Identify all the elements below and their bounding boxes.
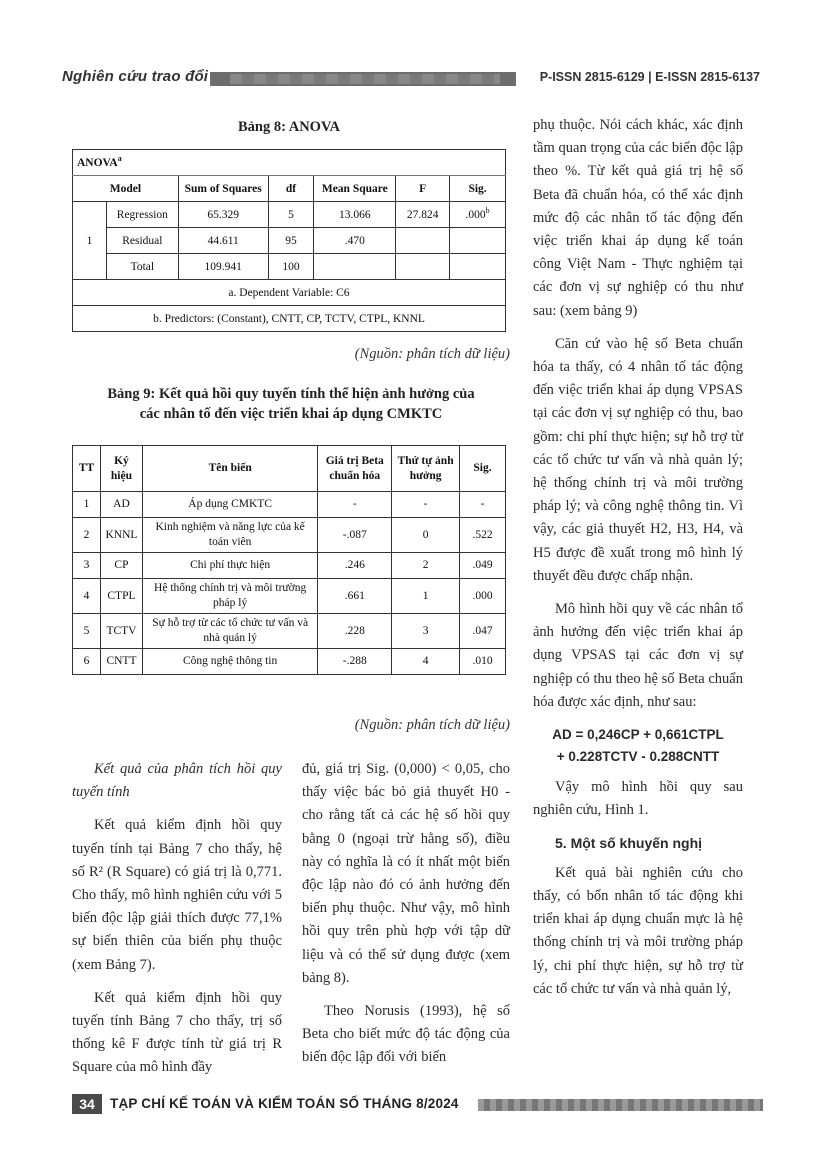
- reg-cell: -: [392, 492, 460, 518]
- reg-cell: CP: [100, 553, 142, 579]
- reg-header-sig: Sig.: [460, 446, 506, 492]
- reg-cell: .228: [318, 614, 392, 649]
- paragraph: Kết quả bài nghiên cứu cho thấy, có bốn nhân tố tác động khi triển khai áp dụng chuẩn mực là hệ thống chính trị và môi trường pháp lý, chi phí thực hiện, sự hỗ trợ từ các tổ chức tư vấn và nhà quản lý,: [533, 864, 743, 997]
- anova-cell: .470: [314, 228, 396, 254]
- table9-source: (Nguồn: phân tích dữ liệu): [354, 717, 510, 733]
- paragraph: Theo Norusis (1993), hệ số Beta cho biết mức độ tác động của biến độc lập đối với biến: [302, 1003, 510, 1066]
- header-decorative-pattern: [230, 74, 500, 84]
- reg-header-beta: Giá trị Beta chuẩn hóa: [318, 446, 392, 492]
- table-row: [73, 518, 506, 553]
- table-row: [73, 579, 506, 614]
- anova-cell: 109.941: [178, 254, 268, 280]
- reg-cell: .047: [460, 614, 506, 649]
- reg-cell: 6: [73, 649, 101, 675]
- reg-cell: CNTT: [100, 649, 142, 675]
- anova-note-b: b. Predictors: (Constant), CNTT, CP, TCTV, CTPL, KNNL: [73, 306, 506, 332]
- table8-source: (Nguồn: phân tích dữ liệu): [354, 346, 510, 362]
- reg-cell: AD: [100, 492, 142, 518]
- journal-title: TẠP CHÍ KẾ TOÁN VÀ KIỂM TOÁN SỐ THÁNG 8/2024: [110, 1096, 459, 1111]
- reg-cell: 1: [73, 492, 101, 518]
- anova-row-label: Regression: [106, 202, 178, 228]
- table-row: [73, 649, 506, 675]
- subsection-heading: Kết quả của phân tích hồi quy tuyến tính: [72, 761, 282, 801]
- anova-note-a: a. Dependent Variable: C6: [73, 280, 506, 306]
- table-row: [73, 492, 506, 518]
- middle-text-column: [302, 758, 510, 1080]
- anova-cell: [396, 228, 450, 254]
- reg-cell: -: [460, 492, 506, 518]
- regression-equation: AD = 0,246CP + 0,661CTPL + 0.228TCTV - 0.288CNTT: [552, 727, 724, 765]
- section-title: Nghiên cứu trao đổi: [62, 68, 209, 85]
- anova-table: [72, 149, 506, 332]
- paragraph: Mô hình hồi quy về các nhân tố ảnh hưởng đến việc triển khai áp dụng VPSAS tại các đơn vị sự nghiệp có thu theo hệ số Beta chuẩn hóa được xác định, như sau:: [533, 601, 743, 710]
- reg-header-tt: TT: [73, 446, 101, 492]
- paragraph: Kết quả kiểm định hồi quy tuyến tính tại Bảng 7 cho thấy, hệ số R² (R Square) có giá trị là 0,771. Cho thấy, mô hình nghiên cứu với 5 biến độc lập giải thích được 77,1% sự biến thiên của biến phụ thuộc (xem Bảng 7).: [72, 817, 282, 973]
- regression-table: [72, 445, 506, 675]
- reg-cell: Kinh nghiệm và năng lực của kế toán viên: [142, 518, 317, 553]
- reg-cell: 2: [392, 553, 460, 579]
- anova-cell: 95: [268, 228, 314, 254]
- anova-row-label: Residual: [106, 228, 178, 254]
- paragraph: Vậy mô hình hồi quy sau nghiên cứu, Hình 1.: [533, 779, 743, 819]
- anova-cell: [450, 254, 506, 280]
- reg-header-rank: Thứ tự ảnh hưởng: [392, 446, 460, 492]
- anova-cell: .000$^b$: [450, 202, 506, 228]
- table-row: [73, 614, 506, 649]
- reg-cell: -: [318, 492, 392, 518]
- anova-cell: [396, 254, 450, 280]
- anova-header-sig: Sig.: [450, 176, 506, 202]
- reg-cell: Sự hỗ trợ từ các tổ chức tư vấn và nhà quản lý: [142, 614, 317, 649]
- anova-cell: 5: [268, 202, 314, 228]
- table8-caption: Bảng 8: ANOVA: [237, 119, 341, 135]
- paragraph: Căn cứ vào hệ số Beta chuẩn hóa ta thấy, có 4 nhân tố tác động đến việc triển khai áp dụng VPSAS tại các đơn vị sự nghiệp có thu, bao gồm: chi phí thực hiện; sự hỗ trợ từ các tổ chức tư vấn và nhà quản lý; hệ thống chính trị và môi trường pháp lý; và công nghệ thông tin. Vì vậy, các giả thuyết H2, H3, H4, và H5 được đề xuất trong mô hình lý thuyết đều được chấp nhận.: [533, 335, 743, 584]
- reg-cell: Áp dụng CMKTC: [142, 492, 317, 518]
- anova-title: ANOVA$^a$: [73, 150, 506, 176]
- section-heading: 5. Một số khuyến nghị: [555, 835, 703, 852]
- anova-cell: [314, 254, 396, 280]
- anova-header-ss: Sum of Squares: [178, 176, 268, 202]
- reg-cell: 3: [392, 614, 460, 649]
- anova-header-df: df: [268, 176, 314, 202]
- anova-cell: 27.824: [396, 202, 450, 228]
- anova-header-f: F: [396, 176, 450, 202]
- anova-header-model: Model: [73, 176, 179, 202]
- reg-cell: Chi phí thực hiện: [142, 553, 317, 579]
- table-row: [73, 553, 506, 579]
- reg-cell: .049: [460, 553, 506, 579]
- reg-cell: Hệ thống chính trị và môi trường pháp lý: [142, 579, 317, 614]
- right-text-column: [533, 114, 743, 1011]
- reg-cell: .661: [318, 579, 392, 614]
- reg-cell: 5: [73, 614, 101, 649]
- left-text-column: [72, 758, 282, 1090]
- reg-cell: .246: [318, 553, 392, 579]
- reg-cell: .522: [460, 518, 506, 553]
- reg-cell: -.087: [318, 518, 392, 553]
- anova-cell: 65.329: [178, 202, 268, 228]
- paragraph: phụ thuộc. Nói cách khác, xác định tầm quan trọng của các biến độc lập theo %. Từ kết quả giá trị hệ số Beta đã chuẩn hóa, có thể xác định mức độ các nhân tố tác động đến việc triển khai áp dụng kế toán công Việt Nam - Thực nghiệm tại các đơn vị sự nghiệp có thu như sau: (xem bảng 9): [533, 117, 743, 319]
- reg-cell: -.288: [318, 649, 392, 675]
- paragraph: đủ, giá trị Sig. (0,000) < 0,05, cho thấy việc bác bỏ giả thuyết H0 - cho rằng tất cả các hệ số hồi quy bằng 0 (ngoại trừ hằng số), điều này có nghĩa là có ít nhất một biến độc lập nào đó có ảnh hưởng đến biến phụ thuộc. Như vậy, mô hình hồi quy trên phù hợp với tập dữ liệu và có thể sử dụng được (xem bảng 8).: [302, 761, 510, 986]
- reg-cell: 2: [73, 518, 101, 553]
- issn-label: P-ISSN 2815-6129 | E-ISSN 2815-6137: [539, 70, 760, 84]
- anova-cell: 100: [268, 254, 314, 280]
- reg-cell: KNNL: [100, 518, 142, 553]
- anova-cell: 13.066: [314, 202, 396, 228]
- footer-decorative-bar: [478, 1099, 763, 1111]
- anova-model-number: 1: [73, 202, 107, 280]
- anova-header-ms: Mean Square: [314, 176, 396, 202]
- reg-cell: 4: [392, 649, 460, 675]
- reg-header-name: Tên biến: [142, 446, 317, 492]
- anova-cell: [450, 228, 506, 254]
- anova-cell: 44.611: [178, 228, 268, 254]
- reg-cell: 3: [73, 553, 101, 579]
- reg-cell: .010: [460, 649, 506, 675]
- reg-cell: Công nghệ thông tin: [142, 649, 317, 675]
- anova-row-label: Total: [106, 254, 178, 280]
- page-number: 34: [72, 1094, 102, 1114]
- reg-header-code: Ký hiệu: [100, 446, 142, 492]
- reg-cell: .000: [460, 579, 506, 614]
- reg-cell: 0: [392, 518, 460, 553]
- reg-cell: TCTV: [100, 614, 142, 649]
- table9-caption: Bảng 9: Kết quả hồi quy tuyến tính thể hiện ảnh hưởng của các nhân tố đến việc triển khai áp dụng CMKTC: [107, 386, 475, 422]
- reg-cell: 1: [392, 579, 460, 614]
- paragraph: Kết quả kiểm định hồi quy tuyến tính Bảng 7 cho thấy, trị số thống kê F được tính từ giá trị R Square của mô hình đầy: [72, 989, 282, 1076]
- reg-cell: CTPL: [100, 579, 142, 614]
- reg-cell: 4: [73, 579, 101, 614]
